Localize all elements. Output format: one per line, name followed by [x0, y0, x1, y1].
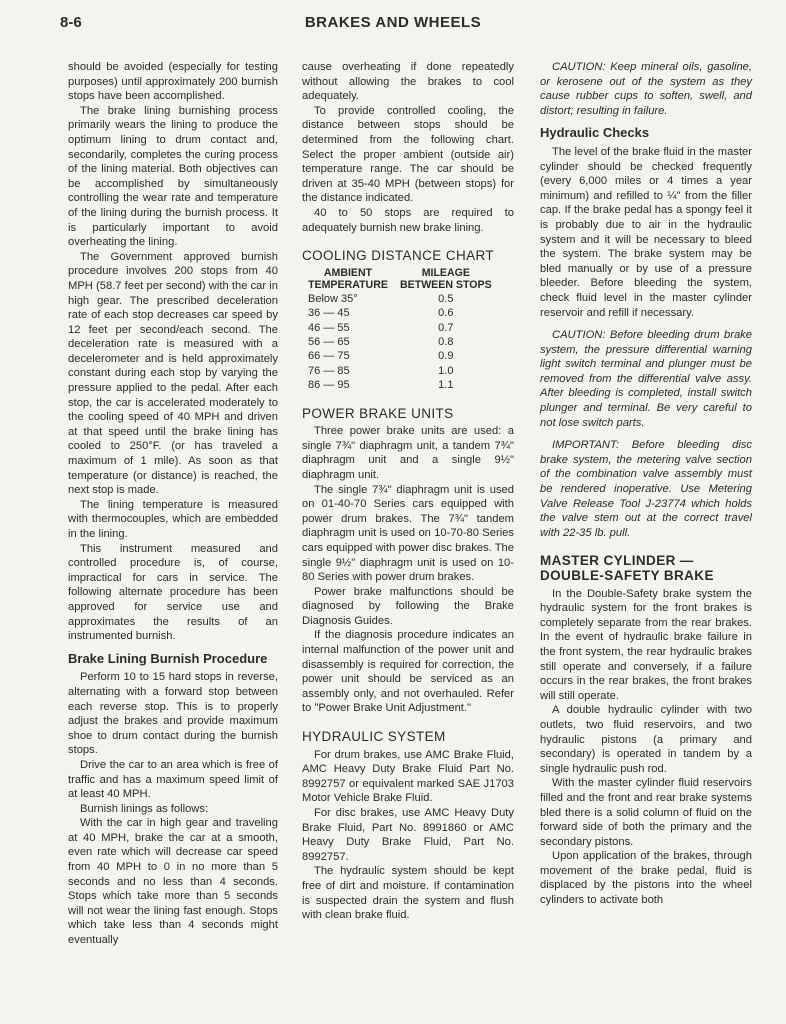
paragraph: With the master cylinder fluid reservoirs filled and the front and rear brake systems bled there is a solid column of fluid on the forward side of both the primary and the secondary pistons. — [540, 777, 752, 848]
paragraph: Three power brake units are used: a single 7¾" diaphragm unit, a tandem 7¾" diaphragm unit and a single 9½" diaphragm unit. — [302, 425, 514, 481]
paragraph: If the diagnosis procedure indicates an internal malfunction of the power unit and disassembly is required for correction, the power unit should be serviced as an assembly only, and not overhauled. Refer to "Power Brake Unit Adjustment." — [302, 629, 514, 715]
chart-title: COOLING DISTANCE CHART — [302, 248, 495, 264]
table-row: 66 — 75 0.9 — [308, 350, 454, 363]
paragraph: A double hydraulic cylinder with two outlets, two fluid reservoirs, and two hydraulic pistons (a primary and secondary) is operated in tandem by a single hydraulic push rod. — [540, 704, 752, 775]
paragraph: Drive the car to an area which is free of traffic and has a maximum speed limit of at least 40 MPH. — [68, 758, 278, 801]
paragraph: The level of the brake fluid in the master cylinder should be checked frequently (every 6,000 miles or 4 times a year minimum) and refilled to ¼" from the filler cap. If the brake pedal has a spongy feel it is probably due to air in the hydraulic system and it will be necessary to bleed the system. The brake system may be bled manually or by use of a pressure bleeder. Before bleeding the system, check fluid level in the master cylinder reservoir and refill if necessary. — [540, 145, 752, 319]
paragraph: The single 7¾" diaphragm unit is used on 01-40-70 Series cars equipped with power drum brakes. The 7¾" tandem diaphragm unit is used on 10-70-80 Series cars equipped with power disc brakes. The single 9½" diaphragm unit is used on 10-80 Series with power drum brakes. — [302, 483, 514, 584]
paragraph: Burnish linings as follows: — [80, 802, 209, 815]
column-left — [68, 60, 278, 948]
paragraph: This instrument measured and controlled procedure is, of course, impractical for cars in service. The following alternate procedure has been approved for service use and approximates the results of an instrumented burnish. — [68, 542, 278, 643]
paragraph: The lining temperature is measured with thermocouples, which are embedded in the lining. — [68, 498, 278, 540]
paragraph: Upon application of the brakes, through movement of the brake pedal, fluid is displaced by the pistons into the wheel cylinders to activate both — [540, 850, 752, 907]
table-header: AMBIENT TEMPERATURE — [308, 266, 388, 292]
table-row: 56 — 65 0.8 — [308, 335, 454, 348]
page-title: BRAKES AND WHEELS — [304, 14, 482, 31]
paragraph: 40 to 50 stops are required to adequately burnish new brake lining. — [302, 206, 514, 234]
paragraph: The Government approved burnish procedure involves 200 stops from 40 MPH (58.7 feet per second) with the car in high gear. The prescribed deceleration rate of each stop decreases car speed by 12 feet per second/each second. The deceleration rate is measured with a decelerometer and is held approximately constant during each stop by varying the pressure applied to the pedal. After each stop, the car is accelerated moderately to the cooling speed of 40 MPH and driven at that speed until the brake lining has cooled to 250°F. (or has traveled a maximum of 1 mile). As soon as that temperature (or distance) is reached, the next stop is made. — [68, 250, 278, 497]
table-row: 46 — 55 0.7 — [308, 321, 454, 334]
paragraph: For disc brakes, use AMC Heavy Duty Brake Fluid, Part No. 8991860 or AMC Heavy Duty Brake Fluid, Part No. 8992757. — [302, 807, 514, 863]
paragraph: Power brake malfunctions should be diagnosed by following the Brake Diagnosis Guides. — [302, 585, 514, 627]
paragraph: To provide controlled cooling, the distance between stops should be determined from the following chart. Select the proper ambient (outside air) temperature range. The car should be driven at 35-40 MPH (between stops) for the distance indicated. — [302, 104, 514, 205]
column-right — [540, 60, 752, 908]
table-row: 86 — 95 1.1 — [308, 379, 454, 392]
paragraph: For drum brakes, use AMC Brake Fluid, AMC Heavy Duty Brake Fluid Part No. 8992757 or equivalent marked SAE J1703 Motor Vehicle Brake Fluid. — [302, 748, 514, 805]
section-heading: Hydraulic Checks — [540, 125, 650, 141]
column-middle — [302, 60, 514, 923]
paragraph: cause overheating if done repeatedly without allowing the brakes to cool adequately. — [302, 61, 514, 103]
paragraph: The hydraulic system should be kept free of dirt and moisture. If contamination is suspected drain the system and flush with clean brake fluid. — [302, 865, 514, 922]
section-heading: MASTER CYLINDER — — [540, 553, 694, 569]
cooling-distance-table — [302, 267, 498, 393]
caution-note: CAUTION: Before bleeding drum brake system, the pressure differential warning light switch terminal and plunger must be removed from the differential valve assy. After bleeding is completed, install switch plunger and terminal. Be very careful to not lose switch parts. — [540, 329, 752, 429]
section-heading: DOUBLE-SAFETY BRAKE — [540, 568, 714, 583]
paragraph: Perform 10 to 15 hard stops in reverse, alternating with a forward stop between each reverse stop. This is to properly adjust the brakes and provide maximum shoe to drum contact during the burnish stops. — [68, 671, 278, 757]
section-heading: HYDRAULIC SYSTEM — [302, 729, 446, 745]
caution-note: CAUTION: Keep mineral oils, gasoline, or kerosene out of the system as they cause rubber cups to soften, swell, and distort; resulting in failure. — [540, 61, 752, 117]
paragraph: In the Double-Safety brake system the hydraulic system for the front brakes is completely separate from the rear brakes. In the event of hydraulic brake failure in the front system, the rear hydraulic brakes still operate and conversely, if a failure occurs in the rear brakes, the front brakes will still operate. — [540, 587, 752, 702]
table-row: 76 — 85 1.0 — [308, 364, 454, 377]
table-row: Below 35° 0.5 — [308, 292, 454, 305]
important-note: IMPORTANT: Before bleeding disc brake system, the metering valve section of the combination valve assembly must be rendered inoperative. Use Metering Valve Release Tool J-23774 which holds the valve stem out at the correct travel with 22-35 lb. pull. — [540, 439, 752, 539]
section-heading: Brake Lining Burnish Procedure — [68, 650, 268, 666]
table-header: MILEAGE BETWEEN STOPS — [400, 266, 492, 292]
paragraph: should be avoided (especially for testing purposes) until approximately 200 burnish stops have been accomplished. — [68, 61, 278, 103]
section-heading: POWER BRAKE UNITS — [302, 405, 454, 421]
paragraph: The brake lining burnishing process primarily wears the lining to produce the optimum lining to drum contact and, secondarily, completes the curing process of the lining material. Both objectives can be accomplished by simultaneously controlling the wear rate and temperature of the lining during the burnish process. It is particularly important to avoid overheating the lining. — [68, 104, 278, 249]
table-row: 36 — 45 0.6 — [308, 307, 454, 320]
page-number: 8-6 — [60, 14, 82, 31]
paragraph: With the car in high gear and traveling at 40 MPH, brake the car at a smooth, even rate which will decrease car speed from 40 MPH to 0 in no more than 5 seconds and no less than 4 seconds. Stops which take more than 5 seconds will not wear the lining fast enough. Stops which take less than 4 seconds might eventually — [68, 817, 278, 947]
